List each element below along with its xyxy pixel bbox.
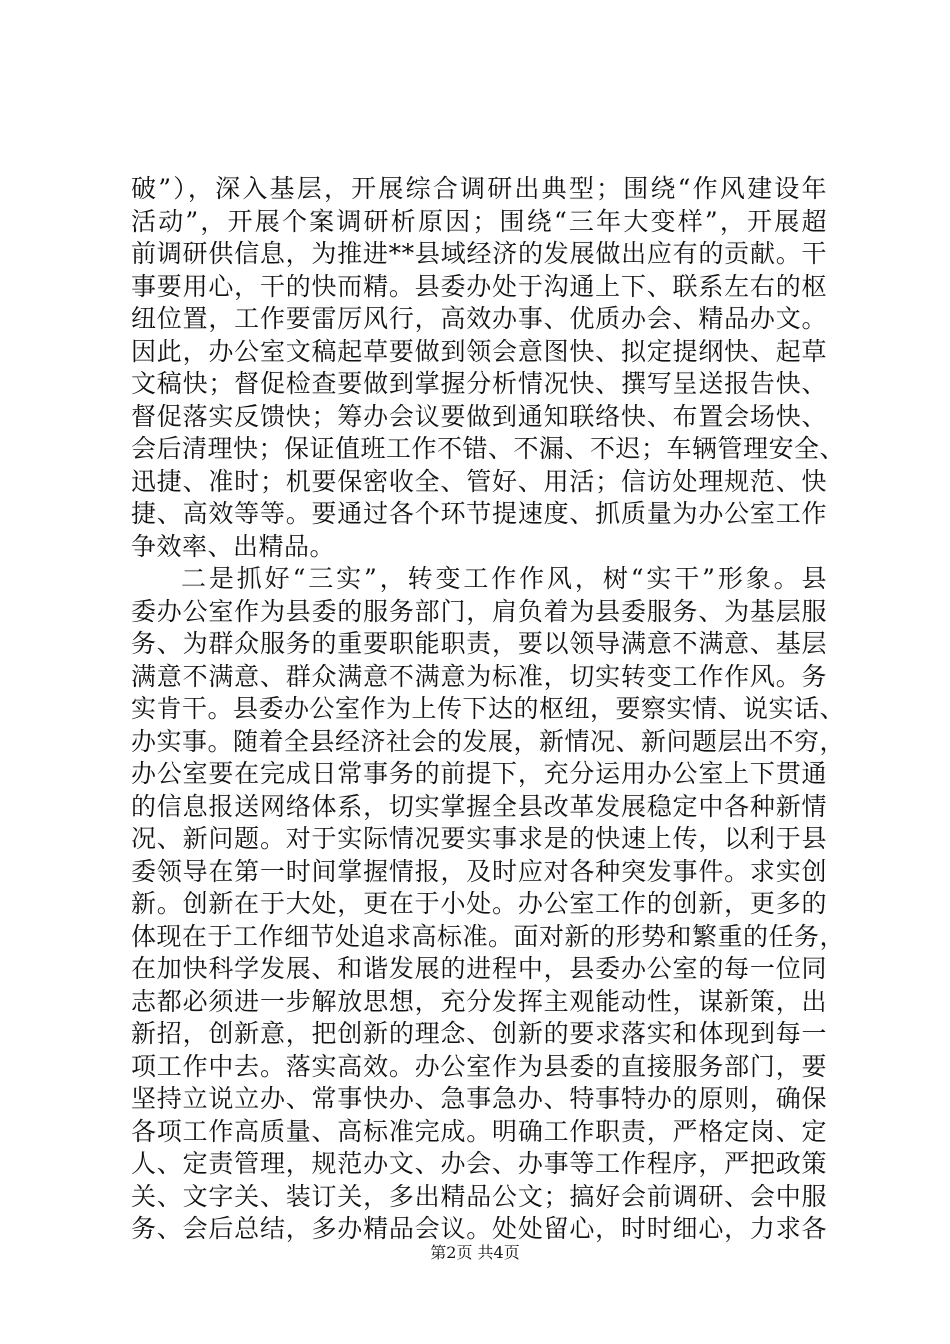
text-line: 新。创新在于大处，更在于小处。办公室工作的创新，更多的 <box>131 889 827 918</box>
text-line: 迅捷、准时；机要保密收全、管好、用活；信访处理规范、快 <box>131 466 827 496</box>
text-line: 委办公室作为县委的服务部门，肩负着为县委服务、为基层服 <box>131 596 827 626</box>
text-line: 各项工作高质量、高标准完成。明确工作职责，严格定岗、定 <box>131 1116 827 1146</box>
text-line: 督促落实反馈快；筹办会议要做到通知联络快、布置会场快、 <box>131 401 827 431</box>
text-line: 办公室要在完成日常事务的前提下，充分运用办公室上下贯通 <box>131 759 827 788</box>
text-line: 捷、高效等等。要通过各个环节提速度、抓质量为办公室工作 <box>131 499 827 528</box>
text-line: 体现在于工作细节处追求高标准。面对新的形势和繁重的任务， <box>131 921 846 951</box>
text-line: 务、会后总结，多办精品会议。处处留心，时时细心，力求各 <box>131 1214 827 1243</box>
text-line: 因此，办公室文稿起草要做到领会意图快、拟定提纲快、起草 <box>131 336 827 366</box>
page-footer: 第2页 共4页 <box>430 1243 520 1262</box>
text-line: 的信息报送网络体系，切实掌握全县改革发展稳定中各种新情 <box>131 791 827 821</box>
text-line: 纽位置，工作要雷厉风行，高效办事、优质办会、精品办文。 <box>131 304 827 333</box>
text-line: 人、定责管理，规范办文、办会、办事等工作程序，严把政策 <box>131 1149 827 1178</box>
text-line: 办实事。随着全县经济社会的发展，新情况、新问题层出不穷， <box>131 726 846 756</box>
text-line: 破”），深入基层，开展综合调研出典型；围绕“作风建设年 <box>131 174 827 203</box>
text-line: 委领导在第一时间掌握情报，及时应对各种突发事件。求实创 <box>131 856 827 886</box>
text-line: 坚持立说立办、常事快办、急事急办、特事特办的原则，确保 <box>131 1084 827 1113</box>
text-line: 前调研供信息，为推进**县域经济的发展做出应有的贡献。干 <box>131 239 827 268</box>
text-line: 二是抓好“三实”，转变工作作风，树“实干”形象。县 <box>181 564 827 593</box>
text-line: 事要用心，干的快而精。县委办处于沟通上下、联系左右的枢 <box>131 271 827 301</box>
text-line: 志都必须进一步解放思想，充分发挥主观能动性，谋新策，出 <box>131 986 827 1016</box>
text-line: 关、文字关、装订关，多出精品公文；搞好会前调研、会中服 <box>131 1181 827 1211</box>
text-line: 争效率、出精品。 <box>131 531 336 561</box>
body-text <box>131 173 846 1246</box>
text-line: 项工作中去。落实高效。办公室作为县委的直接服务部门，要 <box>131 1051 827 1081</box>
text-line: 新招，创新意，把创新的理念、创新的要求落实和体现到每一 <box>131 1019 827 1048</box>
text-line: 会后清理快；保证值班工作不错、不漏、不迟；车辆管理安全、 <box>131 434 846 463</box>
text-line: 务、为群众服务的重要职能职责，要以领导满意不满意、基层 <box>131 629 827 658</box>
text-line: 文稿快；督促检查要做到掌握分析情况快、撰写呈送报告快、 <box>131 369 827 398</box>
text-line: 况、新问题。对于实际情况要实事求是的快速上传，以利于县 <box>131 824 827 853</box>
text-line: 活动”，开展个案调研析原因；围绕“三年大变样”，开展超 <box>131 206 827 236</box>
text-line: 满意不满意、群众满意不满意为标准，切实转变工作作风。务 <box>131 661 827 691</box>
text-line: 在加快科学发展、和谐发展的进程中，县委办公室的每一位同 <box>131 954 827 983</box>
text-line: 实肯干。县委办公室作为上传下达的枢纽，要察实情、说实话、 <box>131 694 846 723</box>
